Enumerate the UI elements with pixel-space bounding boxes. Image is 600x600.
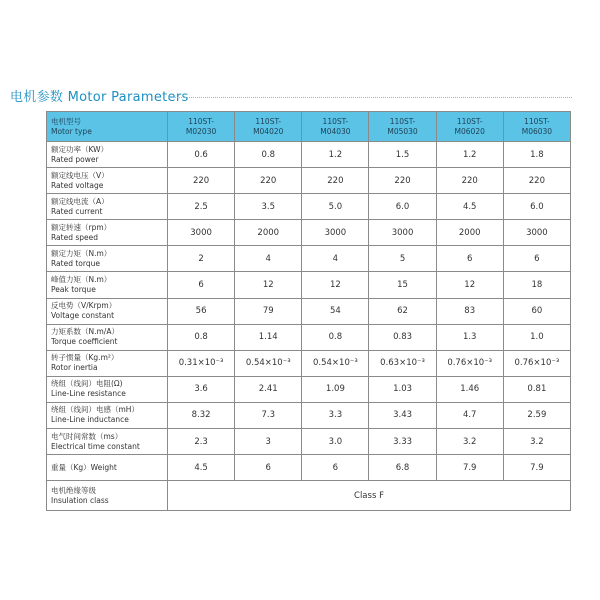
model-header [302,112,369,142]
model-header [369,112,436,142]
parameter-value: 2.3 [168,429,235,455]
parameter-value: 1.09 [302,376,369,402]
parameter-label [47,429,168,455]
parameter-label-en: Rated power [51,154,99,164]
parameter-label-cn: 额定转速（rpm） [51,222,112,232]
parameter-label [47,272,168,298]
table-row [47,402,571,428]
parameter-value: 3000 [302,220,369,246]
parameter-label-cn: 反电势（V/Krpm） [51,301,117,311]
parameter-value: 12 [235,272,302,298]
parameter-value: 79 [235,298,302,324]
table-row [47,142,571,168]
parameter-value: 0.76×10⁻³ [436,350,503,376]
parameter-value: 6 [302,455,369,481]
parameter-label-cn: 额定功率（KW） [51,144,109,154]
parameter-value: 1.5 [369,142,436,168]
insulation-label-en: Insulation class [51,495,109,505]
parameter-value: 0.83 [369,324,436,350]
model-header [503,112,570,142]
parameter-label [47,298,168,324]
table-row [47,246,571,272]
parameter-label-cn: 力矩系数（N.m/A） [51,327,119,337]
parameter-label-en: Electrical time constant [51,441,140,451]
parameter-value: 220 [302,168,369,194]
parameter-value: 4.5 [436,194,503,220]
parameter-value: 0.8 [235,142,302,168]
parameter-label-en: Rated voltage [51,180,104,190]
parameter-label-cn: 电气时间常数（ms） [51,431,123,441]
model-name: 110ST- M02030 [185,116,217,136]
parameter-value: 2.59 [503,402,570,428]
title-divider [168,97,572,98]
parameter-value: 220 [369,168,436,194]
parameter-label [47,402,168,428]
parameter-value: 3000 [168,220,235,246]
parameter-label-en: Rated speed [51,232,98,242]
parameter-value: 4 [235,246,302,272]
parameter-value: 8.32 [168,402,235,428]
parameter-value: 2000 [235,220,302,246]
model-header [168,112,235,142]
parameter-label [47,194,168,220]
parameter-value: 0.31×10⁻³ [168,350,235,376]
insulation-class-value: Class F [168,481,571,511]
parameter-value: 12 [436,272,503,298]
table-row [47,194,571,220]
parameter-value: 3.33 [369,429,436,455]
parameter-label [47,246,168,272]
parameter-value: 1.3 [436,324,503,350]
parameter-value: 3000 [503,220,570,246]
parameter-label-en: Rated current [51,206,103,216]
parameter-value: 4 [302,246,369,272]
header-label-cell [47,112,168,142]
parameter-value: 3.6 [168,376,235,402]
parameter-value: 6.0 [503,194,570,220]
parameter-value: 0.8 [168,324,235,350]
table-row [47,324,571,350]
table-row [47,429,571,455]
parameter-label-cn: 峰值力矩（N.m） [51,275,112,285]
parameter-value: 6.8 [369,455,436,481]
parameter-value: 2 [168,246,235,272]
parameter-value: 0.81 [503,376,570,402]
parameter-label-en: Voltage constant [51,311,115,321]
insulation-label-cn: 电机绝缘等级 [51,485,96,495]
header-label-cn: 电机型号 [51,116,81,126]
parameter-label-cn: 额定线电压（V） [51,170,109,180]
parameter-value: 1.03 [369,376,436,402]
parameter-value: 3000 [369,220,436,246]
parameter-label [47,455,168,481]
page-title: 电机参数 Motor Parameters [10,90,189,105]
table-row [47,168,571,194]
parameter-value: 12 [302,272,369,298]
parameter-label-en: Line-Line inductance [51,415,129,425]
table-row [47,455,571,481]
parameter-value: 3.3 [302,402,369,428]
parameter-value: 3.5 [235,194,302,220]
parameter-label [47,324,168,350]
parameter-value: 220 [235,168,302,194]
parameter-label [47,168,168,194]
parameter-value: 54 [302,298,369,324]
parameter-value: 1.14 [235,324,302,350]
model-name: 110ST- M06030 [521,116,553,136]
parameter-value: 4.5 [168,455,235,481]
parameter-label-cn: 绕组（线间）电感（mH） [51,405,139,415]
parameter-value: 1.0 [503,324,570,350]
parameter-value: 1.2 [302,142,369,168]
parameter-value: 2000 [436,220,503,246]
model-name: 110ST- M05030 [387,116,418,136]
parameter-value: 18 [503,272,570,298]
parameter-value: 5 [369,246,436,272]
parameter-value: 0.54×10⁻³ [302,350,369,376]
parameter-value: 1.46 [436,376,503,402]
parameter-label-cn: 重量（Kg）Weight [51,462,117,472]
parameter-value: 56 [168,298,235,324]
parameter-value: 4.7 [436,402,503,428]
parameter-label-en: Torque coefficient [51,337,118,347]
parameter-value: 1.8 [503,142,570,168]
model-header [235,112,302,142]
parameter-value: 220 [503,168,570,194]
parameter-value: 15 [369,272,436,298]
parameter-value: 6 [436,246,503,272]
parameter-value: 0.54×10⁻³ [235,350,302,376]
parameter-value: 0.76×10⁻³ [503,350,570,376]
model-name: 110ST- M04020 [253,116,284,136]
parameter-label [47,350,168,376]
header-label-en: Motor type [51,126,92,136]
parameter-value: 220 [436,168,503,194]
parameter-value: 7.9 [436,455,503,481]
insulation-row [47,481,571,511]
parameter-value: 6 [235,455,302,481]
parameter-value: 3 [235,429,302,455]
table-row [47,272,571,298]
parameter-value: 6 [168,272,235,298]
model-header [436,112,503,142]
parameter-value: 3.43 [369,402,436,428]
parameter-value: 3.0 [302,429,369,455]
parameter-label-cn: 转子惯量（Kg.m²） [51,353,119,363]
model-name: 110ST- M06020 [454,116,485,136]
table-row [47,350,571,376]
parameter-value: 7.9 [503,455,570,481]
parameter-label-cn: 额定线电流（A） [51,196,109,206]
parameter-label [47,142,168,168]
parameter-value: 2.5 [168,194,235,220]
parameter-label-en: Rated torque [51,258,100,268]
table-row [47,298,571,324]
parameter-value: 3.2 [436,429,503,455]
model-name: 110ST- M04030 [320,116,351,136]
parameter-label-cn: 额定力矩（N.m） [51,248,112,258]
parameter-value: 0.6 [168,142,235,168]
motor-parameters-table [46,111,571,511]
parameter-value: 7.3 [235,402,302,428]
table-row [47,376,571,402]
parameter-label [47,220,168,246]
parameter-label-cn: 绕组（线间）电阻(Ω) [51,379,123,389]
parameter-label [47,376,168,402]
parameter-value: 1.2 [436,142,503,168]
parameter-label-en: Rotor inertia [51,363,98,373]
parameter-value: 2.41 [235,376,302,402]
parameter-value: 0.63×10⁻³ [369,350,436,376]
parameter-value: 5.0 [302,194,369,220]
parameter-value: 62 [369,298,436,324]
parameter-label-en: Peak torque [51,285,96,295]
parameter-value: 220 [168,168,235,194]
insulation-label [47,481,168,511]
parameter-value: 83 [436,298,503,324]
table-header-row [47,112,571,142]
table-row [47,220,571,246]
parameter-label-en: Line-Line resistance [51,389,126,399]
parameter-value: 60 [503,298,570,324]
parameter-value: 6.0 [369,194,436,220]
parameter-value: 3.2 [503,429,570,455]
parameter-value: 0.8 [302,324,369,350]
parameter-value: 6 [503,246,570,272]
